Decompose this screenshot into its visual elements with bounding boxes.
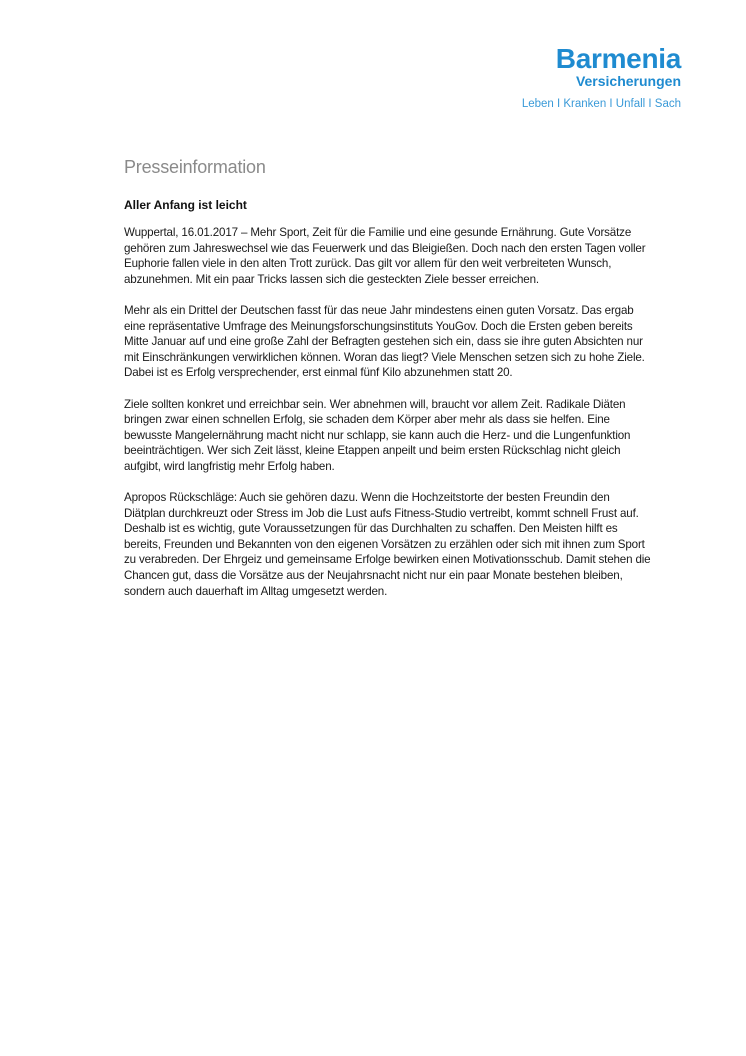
paragraph: Apropos Rückschläge: Auch sie gehören dazu. Wenn die Hochzeitstorte der besten Freundin den Diätplan durchkreuzt oder Stress im Job die Lust aufs Fitness-Studio vertreibt, kommt schnell Frust auf. Deshalb ist es wichtig, gute Voraussetzungen für das Durchhalten zu schaffen. Den Meisten hilft es bereits, Freunden und Bekannten von den eigenen Vorsätzen zu erzählen oder sich mit ihnen zum Sport zu verabreden. Der Ehrgeiz und gemeinsame Erfolge bewirken einen Motivationsschub. Damit stehen die Chancen gut, dass die Vorsätze aus der Neujahrsnacht nicht nur ein paar Monate bestehen bleiben, sondern auch dauerhaft im Alltag umgesetzt werden. — [124, 491, 651, 598]
document-type-label: Presseinformation — [124, 157, 266, 177]
logo-subtitle: Versicherungen — [575, 73, 681, 89]
paragraph: Wuppertal, 16.01.2017 – Mehr Sport, Zeit für die Familie und eine gesunde Ernährung. Gute Vorsätze gehören zum Jahreswechsel wie das Feuerwerk und das Bleigießen. Doch nach den ersten Tagen voller Euphorie fallen viele in den alten Trott zurück. Das gilt vor allem für den weit verbreiteten Wunsch, abzunehmen. Mit ein paar Tricks lassen sich die gesteckten Ziele besser erreichen. — [124, 226, 646, 286]
logo-tagline: Leben I Kranken I Unfall I Sach — [521, 98, 681, 110]
press-headline: Aller Anfang ist leicht — [124, 198, 247, 212]
paragraph: Mehr als ein Drittel der Deutschen fasst für das neue Jahr mindestens einen guten Vorsatz. Das ergab eine repräsentative Umfrage des Meinungsforschungsinstituts YouGov. Doch die Ersten geben bereits Mitte Januar auf und eine große Zahl der Befragten gestehen sich ein, dass sie ihre guten Absichten nur mit Einschränkungen verwirklichen können. Woran das liegt? Viele Menschen setzen sich zu hohe Ziele. Dabei ist es Erfolg versprechender, erst einmal fünf Kilo abzunehmen statt 20. — [124, 303, 645, 380]
paragraph: Ziele sollten konkret und erreichbar sein. Wer abnehmen will, braucht vor allem Zeit. Radikale Diäten bringen zwar einen schnellen Erfolg, sie schaden dem Körper aber mehr als dass sie helfen. Eine bewusste Mangelernährung macht nicht nur schlapp, sie kann auch die Herz- und die Lungenfunktion beeinträchtigen. Wer sich Zeit lässt, kleine Etappen anpeilt und beim ersten Rückschlag nicht gleich aufgibt, wird langfristig mehr Erfolg haben. — [124, 397, 631, 473]
logo-brand-name: Barmenia — [555, 43, 681, 74]
press-body — [124, 225, 654, 615]
barmenia-logo — [522, 44, 681, 111]
